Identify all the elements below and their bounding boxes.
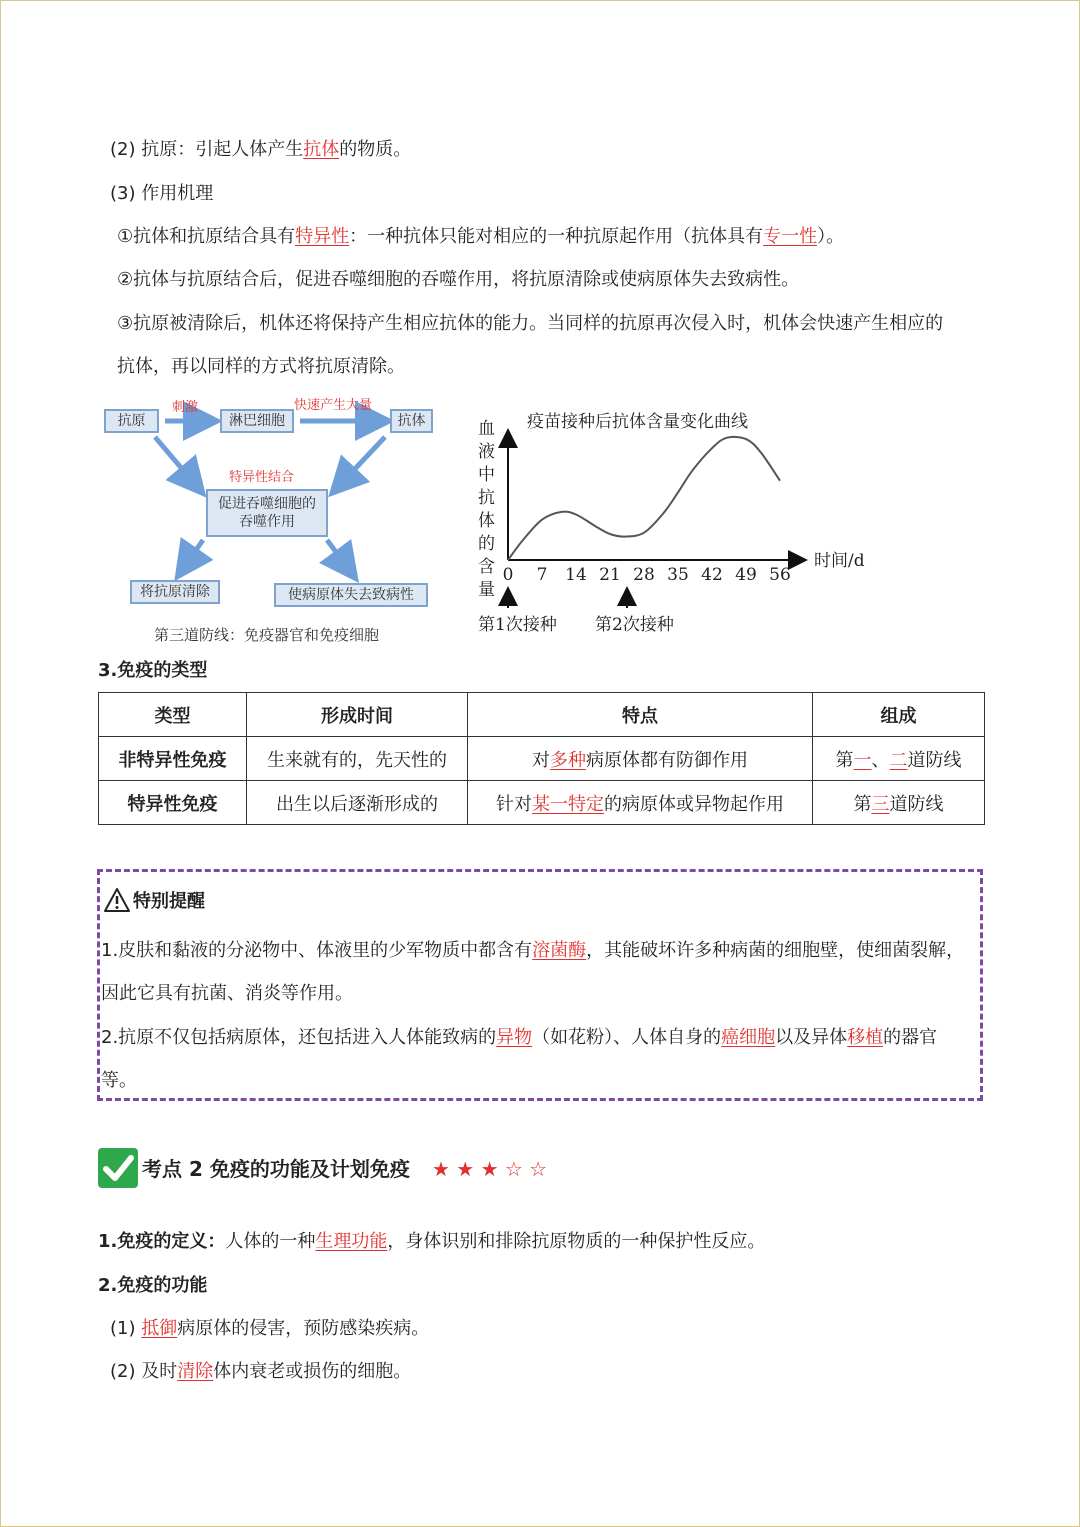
arrow-antigen-bind [155,437,200,490]
table-row [99,737,985,781]
box-promote: 促进吞噬细胞的吞噬作用 [206,489,328,537]
box-lymphocyte: 淋巴细胞 [220,409,294,433]
mechanism-point-3-cont: 抗体，再以同样的方式将抗原清除。 [117,356,405,377]
x-tick-label: 0 [502,565,514,585]
chart-ylabel [478,419,495,600]
chart-title: 疫苗接种后抗体含量变化曲线 [527,412,748,432]
label-fast-produce: 快速产生大量 [294,398,373,413]
dose-annotation: 第1次接种 [478,615,557,635]
ylabel-char: 的 [478,534,495,554]
ylabel-char: 含 [478,557,495,577]
mechanism-point-1: ①抗体和抗原结合具有特异性：一种抗体只能对相应的一种抗原起作用（抗体具有专一性）。 [117,226,845,247]
antigen-definition: (2) 抗原：引起人体产生抗体的物质。 [110,139,412,160]
cell-type: 特异性免疫 [99,781,247,825]
ylabel-char: 液 [478,442,495,462]
table-header-row [99,693,985,737]
label-specific-bind: 特异性结合 [229,470,295,485]
kaodian-2-title: 考点 2 免疫的功能及计划免疫 [142,1157,410,1181]
dose-annotation: 第2次接种 [595,615,674,635]
check-icon [98,1148,138,1188]
immunity-definition: 1.免疫的定义：人体的一种生理功能，身体识别和排除抗原物质的一种保护性反应。 [98,1231,766,1252]
x-tick-label: 56 [769,565,791,585]
x-tick-label: 21 [599,565,621,585]
x-tick-label: 7 [536,565,548,585]
reminder-p2: 2.抗原不仅包括病原体，还包括进入人体能致病的异物（如花粉）、人体自身的癌细胞以及异体移植的器官 [101,1027,938,1048]
warning-icon [103,887,131,913]
label-stimulate: 刺激 [172,400,199,415]
ylabel-char: 抗 [478,488,495,508]
box-antigen: 抗原 [104,409,159,433]
x-tick-label: 14 [565,565,587,585]
header-type: 类型 [99,693,247,737]
function-1: (1) 抵御病原体的侵害，预防感染疾病。 [110,1318,430,1339]
cell-type: 非特异性免疫 [99,737,247,781]
chart-xlabel: 时间/d [814,551,865,571]
cell-composition: 第一、二道防线 [813,737,985,781]
flow-caption: 第三道防线：免疫器官和免疫细胞 [154,626,380,644]
arrow-lose [327,540,353,575]
cell-feature: 对多种病原体都有防御作用 [468,737,813,781]
ylabel-char: 血 [478,419,495,439]
cell-composition: 第三道防线 [813,781,985,825]
header-feature: 特点 [468,693,813,737]
cell-time: 出生以后逐渐形成的 [247,781,468,825]
difficulty-stars [432,1157,547,1181]
header-composition: 组成 [813,693,985,737]
reminder-title: 特别提醒 [133,891,205,912]
mechanism-point-3: ③抗原被清除后，机体还将保持产生相应抗体的能力。当同样的抗原再次侵入时，机体会快速产生相应的 [117,313,944,334]
mechanism-point-2: ②抗体与抗原结合后，促进吞噬细胞的吞噬作用，将抗原清除或使病原体失去致病性。 [117,269,800,290]
x-tick-label: 28 [633,565,655,585]
cell-time: 生来就有的，先天性的 [247,737,468,781]
x-tick-label: 35 [667,565,689,585]
x-tick-label: 42 [701,565,723,585]
immunity-table [98,692,985,825]
cell-feature: 针对某一特定的病原体或异物起作用 [468,781,813,825]
ylabel-char: 中 [478,465,495,485]
ylabel-char: 量 [478,580,495,600]
antibody-chart [470,400,880,640]
x-tick-label: 49 [735,565,757,585]
reminder-p1-cont: 因此它具有抗菌、消炎等作用。 [101,983,353,1004]
function-2: (2) 及时清除体内衰老或损伤的细胞。 [110,1361,412,1382]
antibody-curve [508,437,780,560]
arrow-antibody-bind [335,437,385,490]
table-row [99,781,985,825]
box-lose: 使病原体失去致病性 [274,583,428,607]
reminder-p1: 1.皮肤和黏液的分泌物中、体液里的少军物质中都含有溶菌酶，其能破坏许多种病菌的细胞壁，使细菌裂解， [101,940,965,961]
mechanism-heading: (3) 作用机理 [110,183,214,204]
reminder-p2-cont: 等。 [101,1070,137,1091]
box-clear: 将抗原清除 [130,580,220,604]
immunity-types-title: 3.免疫的类型 [98,660,208,681]
empty-stars: ☆ ☆ [504,1157,548,1181]
immunity-function-title: 2.免疫的功能 [98,1275,208,1296]
arrow-clear [180,540,203,573]
ylabel-char: 体 [478,511,495,531]
box-antibody: 抗体 [390,409,433,433]
header-time: 形成时间 [247,693,468,737]
filled-stars: ★ ★ ★ [432,1157,499,1181]
